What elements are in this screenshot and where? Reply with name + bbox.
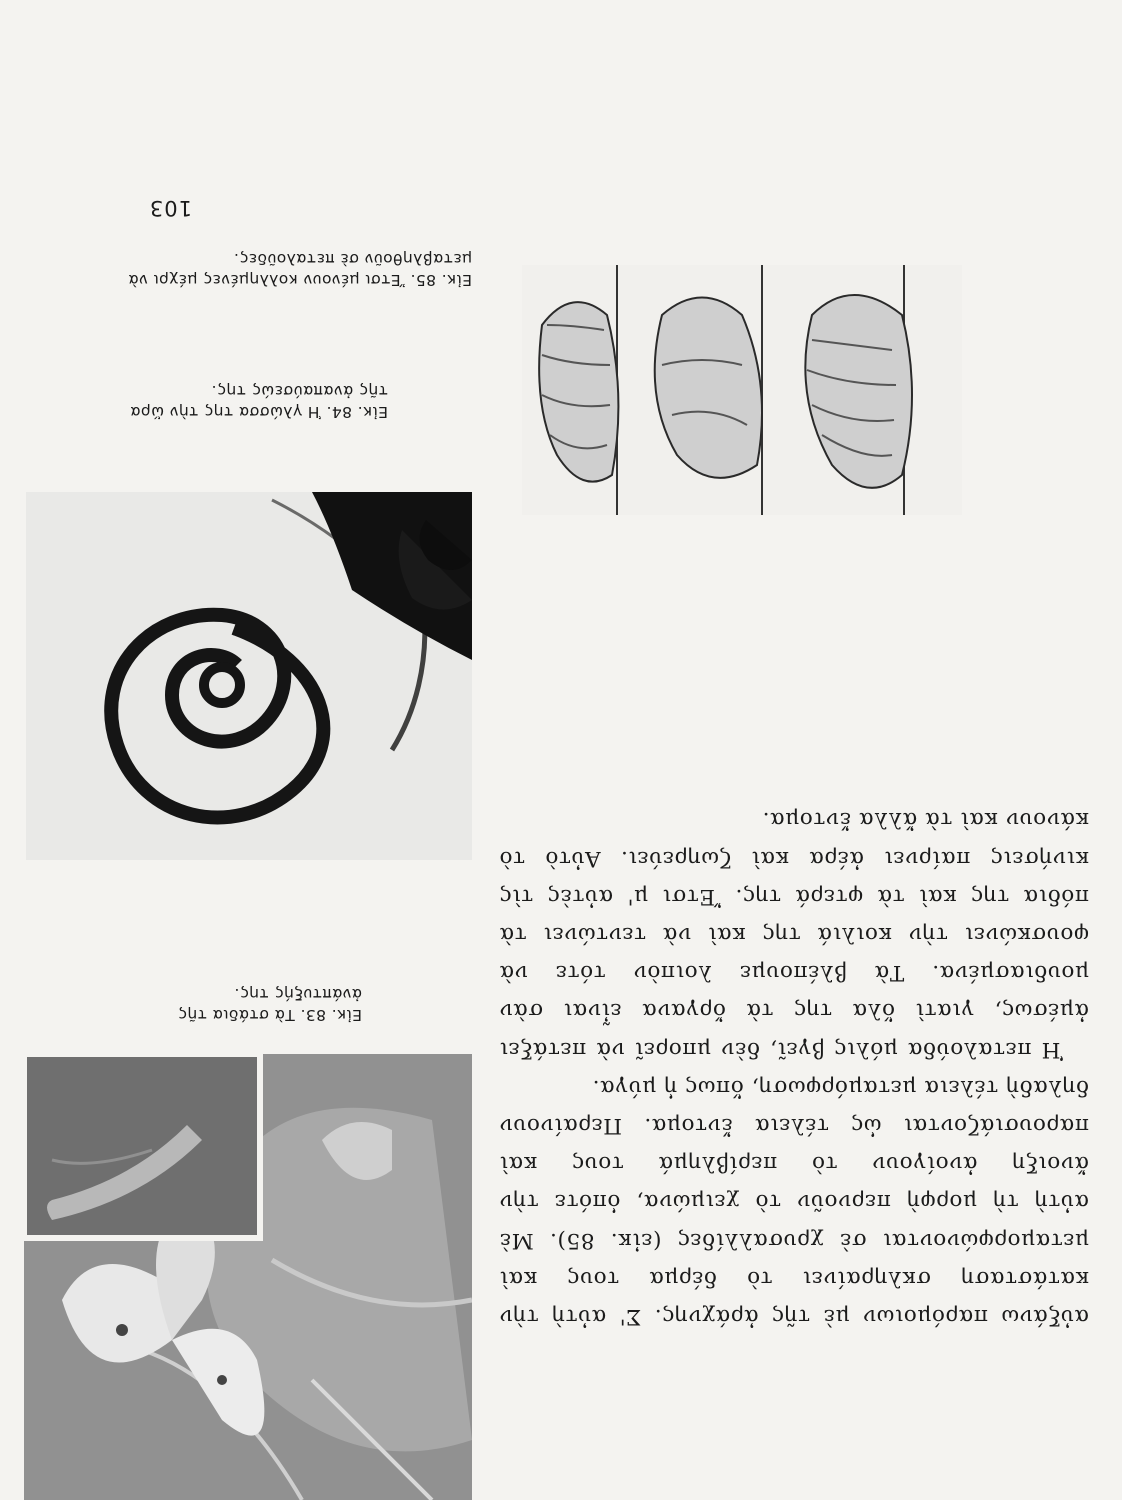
page-number: 103 xyxy=(148,196,192,220)
figure-85-drawing xyxy=(522,265,962,515)
body-text xyxy=(499,800,1089,1335)
figure-84-caption: Εἰκ. 84. Ἡ γλώσσα της τὴν ὥρα τῆς ἀναπαύσεώς της. xyxy=(129,382,388,421)
figure-83-photo xyxy=(24,1054,472,1500)
paragraph-2: Ἡ πεταλούδα μόλις βγεῖ, δὲν μπορεῖ νὰ πετάξει ἀμέσως, γιατὶ ὅλα της τὰ ὄργανα εἶναι σὰν μουδιασμένα. Τὰ βλέπουμε λοιπὸν τότε νὰ φουσκώνει τὴν κοιλιά της καὶ νὰ τεντώνει τὰ πόδια της καὶ τὰ φτερά της. Ἔτσι μ' αὐτὲς τὶς κινήσεις παίρνει ἀέρα καὶ ζωηρεύει. Αὐτὸ τὸ κάνουν καὶ τὰ ἄλλα ἔντομα. xyxy=(499,807,1089,1062)
figure-83-caption: Εἰκ. 83. Τὰ στάδια τῆς ἀνάπτυξής της. xyxy=(177,985,362,1024)
figure-85-caption: Εἰκ. 85. Ἔτσι μένουν κολλημένες μέχρι νὰ μεταβληθοῦν σὲ πεταλοῦδες. xyxy=(128,250,472,289)
figure-84-photo xyxy=(26,492,472,860)
paragraph-1: αὐξάνω παρόμοιων μὲ τῆς ἀράχνης. Σ' αὐτὴ τὴν κατάσταση σκληραίνει τὸ δέρμα τους καὶ μεταμορφώνονται σὲ χρυσαλλίδες (εἰκ. 85). Μὲ αὐτὴ τὴ μορφὴ περνοῦν τὸ χειμώνα, ὁπότε τὴν ἄνοιξη ἀνοίγουν τὸ περίβλημά τους καὶ παρουσιάζονται ὡς τέλεια ἔντομα. Περαίνουν δηλαδὴ τέλεια μεταμόρφωση, ὅπως ἡ μύγα. xyxy=(499,1074,1089,1329)
